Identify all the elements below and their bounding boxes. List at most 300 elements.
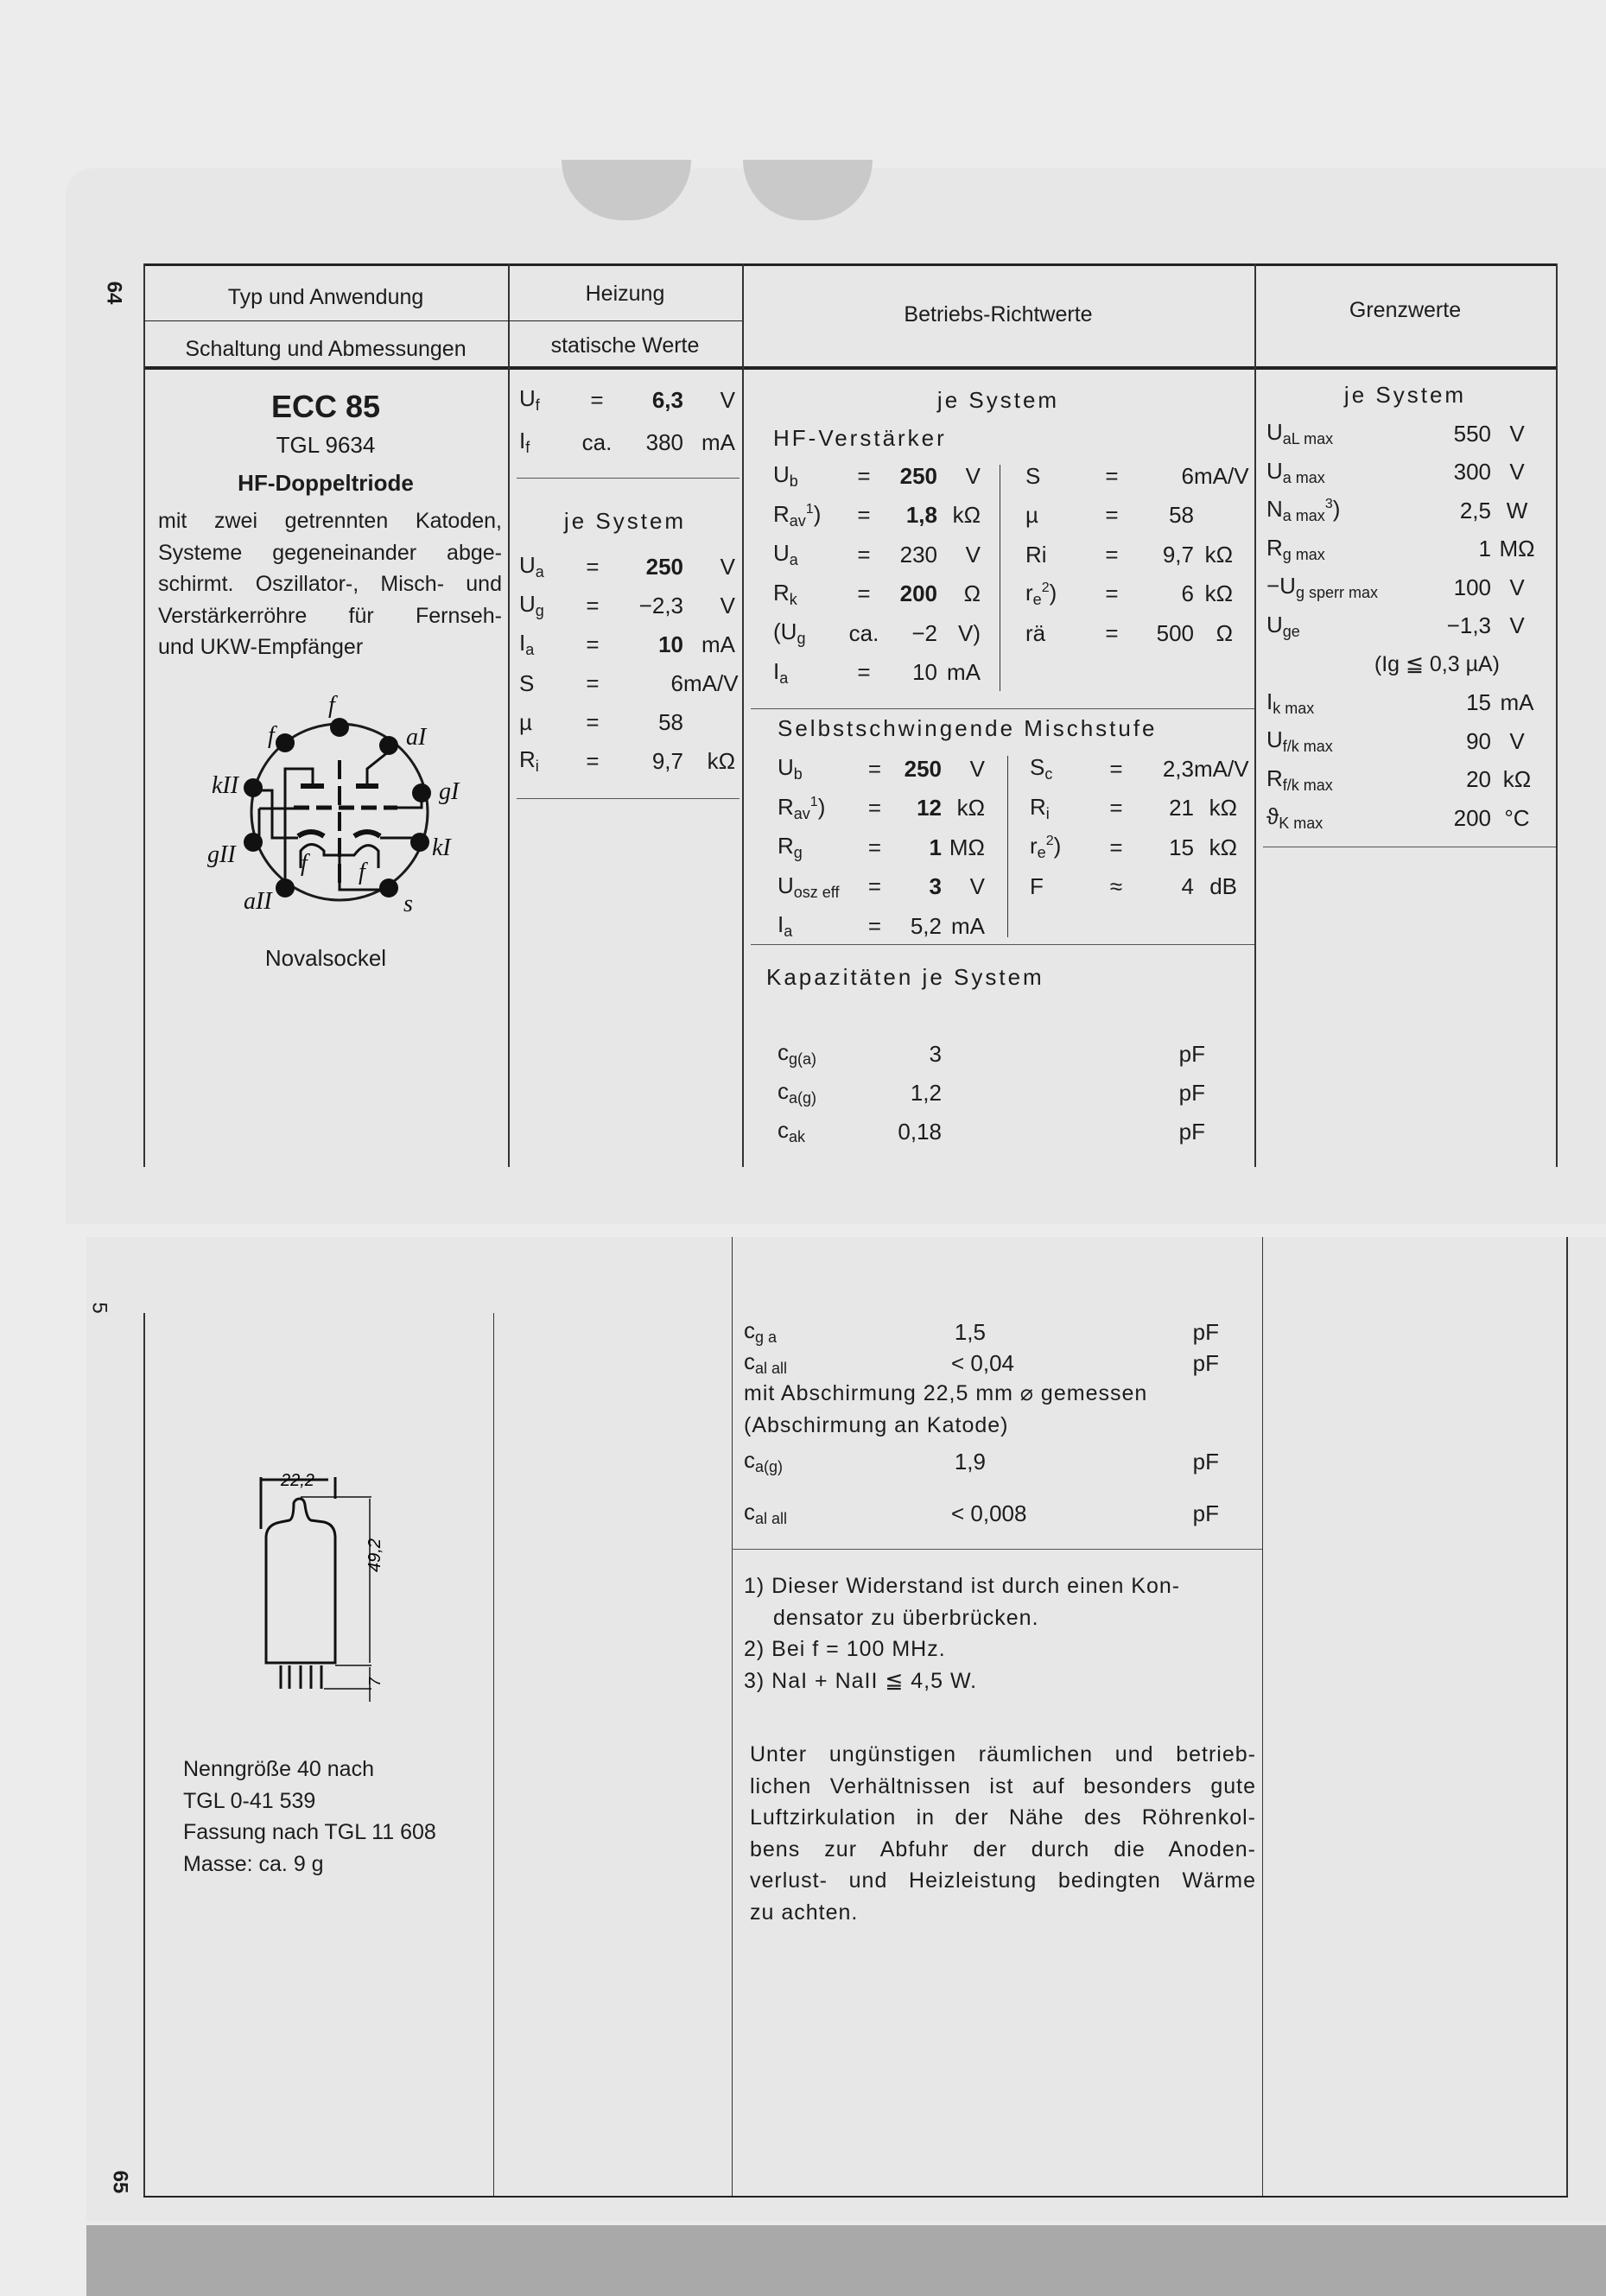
- symbol: $I_a$: [778, 911, 793, 940]
- pin-label: f: [328, 692, 335, 719]
- value-row: [744, 1443, 1254, 1481]
- mix-title: Selbstschwingende Mischstufe: [778, 715, 1158, 741]
- value-row: [1030, 790, 1237, 828]
- unit: pF: [1178, 1040, 1205, 1067]
- value-row: [778, 1113, 1240, 1151]
- subscript: i: [535, 758, 539, 775]
- symbol: $c_{al all}$: [744, 1348, 788, 1377]
- unit: kΩ: [1209, 834, 1237, 860]
- header-heating: Heizung: [585, 282, 665, 306]
- description-line: Systeme gegeneinander abge-: [158, 540, 502, 565]
- symbol: $r_e^2$): [1030, 833, 1062, 861]
- symbol: $U_{aL max}$: [1266, 419, 1334, 447]
- value-row: [773, 457, 981, 495]
- diameter-label: 22,2: [281, 1471, 314, 1490]
- relation: =: [867, 834, 882, 860]
- cap-title: Kapazitäten je System: [766, 964, 1044, 990]
- unit: Ω: [1216, 619, 1233, 646]
- binding-strip: [86, 2225, 1606, 2296]
- footnote-rule: [732, 1549, 1262, 1550]
- symbol: $I_{k max}$: [1266, 688, 1315, 717]
- unit: pF: [1178, 1079, 1205, 1106]
- symbol: $U_{ge}$: [1266, 611, 1300, 640]
- value-row: [1030, 828, 1237, 866]
- description-line: und UKW-Empfänger: [158, 635, 364, 659]
- value-row: [1030, 868, 1237, 906]
- value: 15: [1169, 834, 1194, 860]
- value-row: [1266, 568, 1552, 606]
- pin-label: gI: [439, 778, 460, 805]
- relation: =: [1105, 502, 1119, 528]
- unit: mA/V: [1194, 755, 1249, 782]
- symbol: $R_{av}^1$): [773, 500, 822, 530]
- bottom-col-divider-3: [1262, 1237, 1263, 2196]
- paragraph-line: Luftzirkulation in der Nähe des Röhrenkol-: [750, 1805, 1256, 1830]
- relation: =: [586, 592, 600, 618]
- symbol: $c_{g a}$: [744, 1317, 778, 1346]
- symbol: $R_g$: [778, 833, 803, 861]
- value: 10: [658, 631, 683, 657]
- value: 21: [1169, 795, 1194, 821]
- socket-pin: [330, 718, 349, 737]
- unit: mA/V: [1194, 462, 1249, 489]
- symbol: $R_i$: [1030, 793, 1050, 822]
- value: 2,3: [1162, 755, 1194, 782]
- unit: V: [1509, 727, 1525, 754]
- socket-pin: [276, 733, 295, 752]
- header-static: statische Werte: [550, 333, 700, 358]
- bottom-col-divider-2: [732, 1237, 733, 2196]
- subscript: g sperr max: [1295, 584, 1378, 601]
- unit: dB: [1209, 873, 1237, 899]
- unit: pF: [1178, 1118, 1205, 1145]
- value: 1,5: [954, 1318, 986, 1345]
- value-row: [778, 828, 985, 866]
- pin-label: f: [268, 722, 275, 749]
- value: 12: [917, 795, 942, 821]
- value-row: [744, 1494, 1254, 1532]
- value: < 0,04: [951, 1349, 1015, 1376]
- unit: pF: [1192, 1448, 1219, 1475]
- symbol: S: [519, 669, 535, 696]
- relation: =: [1105, 619, 1119, 646]
- subscript: ak: [789, 1128, 806, 1145]
- symbol: $I_a$: [773, 657, 789, 687]
- relation: =: [857, 659, 871, 685]
- value: 6: [670, 669, 683, 696]
- subscript: av: [789, 511, 806, 530]
- static-title: je System: [563, 508, 687, 534]
- symbol: $I_a$: [519, 630, 535, 658]
- mix-divider: [1007, 756, 1008, 937]
- value-row: [1266, 684, 1552, 722]
- value-row: [519, 625, 735, 663]
- page-number-bottom: 65: [108, 2170, 132, 2194]
- socket-pin: [379, 878, 398, 897]
- relation: =: [867, 873, 882, 899]
- unit: pF: [1192, 1500, 1219, 1526]
- unit: MΩ: [949, 834, 985, 860]
- operating-title: je System: [936, 387, 1060, 413]
- relation: ca.: [848, 619, 879, 646]
- dimension-line: TGL 0-41 539: [183, 1788, 316, 1813]
- tube-name: ECC 85: [270, 389, 381, 424]
- mix-bottom-rule: [751, 944, 1254, 945]
- value: < 0,008: [951, 1500, 1027, 1526]
- pin-label: f: [359, 859, 365, 885]
- value-row: [778, 868, 985, 906]
- subscript: f: [535, 396, 540, 414]
- value-row: [778, 1074, 1240, 1112]
- unit: V: [720, 592, 735, 618]
- value: (Ig ≦ 0,3 µA): [1374, 652, 1500, 676]
- value: 4: [1181, 873, 1194, 899]
- subscript: a: [784, 923, 793, 940]
- unit: V: [720, 386, 735, 413]
- pin-label: kI: [432, 834, 451, 861]
- relation: ca.: [581, 428, 613, 455]
- value: 1,2: [910, 1079, 942, 1106]
- symbol: $c_{a(g)}$: [744, 1447, 784, 1475]
- value-row: [778, 1035, 1240, 1073]
- value-row: [1266, 492, 1552, 530]
- value: 250: [899, 462, 937, 489]
- unit: kΩ: [952, 502, 981, 528]
- value-row: [519, 664, 739, 702]
- unit: V: [969, 873, 985, 899]
- value: 550: [1453, 420, 1491, 447]
- symbol: F: [1030, 873, 1044, 899]
- pin-label: aII: [244, 888, 272, 915]
- value-row: [1030, 750, 1249, 788]
- shield-note: mit Abschirmung 22,5 mm ⌀ gemessen: [744, 1381, 1148, 1405]
- subscript: a(g): [789, 1089, 817, 1107]
- value-row: [519, 742, 735, 780]
- value-row: [519, 703, 735, 741]
- symbol: S: [1025, 462, 1041, 489]
- symbol: $N_{a max}^3$): [1266, 496, 1341, 524]
- relation: =: [586, 708, 600, 735]
- unit: V: [720, 553, 735, 580]
- footnote-mark: 1: [805, 501, 814, 517]
- hf-title: HF-Verstärker: [773, 425, 947, 451]
- footnote: 3) NaI + NaII ≦ 4,5 W.: [744, 1668, 978, 1693]
- unit: V: [965, 541, 981, 568]
- unit: mA: [951, 912, 985, 939]
- subscript: av: [793, 804, 810, 822]
- symbol: $R_{g max}$: [1266, 534, 1325, 563]
- footnote: 1) Dieser Widerstand ist durch einen Kon-: [744, 1574, 1181, 1598]
- bottom-col-divider-1: [493, 1313, 494, 2196]
- value: 200: [899, 580, 937, 606]
- page-number-bottom-top: 5: [87, 1302, 111, 1314]
- value: 250: [904, 755, 942, 782]
- value: 1,9: [954, 1448, 986, 1475]
- relation: =: [1109, 834, 1123, 860]
- subscript: a: [525, 641, 535, 658]
- symbol: $U_{f/k max}$: [1266, 726, 1333, 755]
- subscript: i: [1045, 804, 1050, 822]
- value: 100: [1453, 574, 1491, 600]
- value: 6,3: [651, 386, 683, 413]
- value-row: [1266, 453, 1552, 492]
- value: 6: [1181, 462, 1194, 489]
- value-row: [778, 750, 985, 788]
- relation: =: [1105, 580, 1119, 606]
- unit: pF: [1192, 1318, 1219, 1345]
- value-row: [773, 575, 981, 613]
- unit: mA/V: [683, 669, 739, 696]
- value: 6: [1181, 580, 1194, 606]
- value-row: [744, 1344, 1254, 1382]
- subscript: ge: [1282, 622, 1300, 640]
- pin-length-label: 7: [366, 1677, 384, 1686]
- paragraph-line: verlust- und Heizleistung bedingten Wärme: [750, 1868, 1256, 1893]
- unit: V: [1509, 459, 1525, 485]
- symbol: $U_{osz eff}$: [778, 872, 840, 901]
- unit: W: [1506, 497, 1528, 523]
- symbol: $r_e^2$): [1025, 579, 1057, 608]
- subscript: c: [1044, 765, 1053, 783]
- table-right-rule: [1556, 263, 1558, 1167]
- relation: =: [1109, 755, 1123, 782]
- pin-label: f: [301, 850, 308, 877]
- value-row: [773, 654, 981, 692]
- symbol: $R_i$: [519, 746, 539, 775]
- symbol: µ: [519, 708, 532, 735]
- value: 1: [929, 834, 942, 860]
- subscript: k max: [1273, 699, 1315, 717]
- relation: =: [857, 580, 871, 606]
- unit: mA: [947, 659, 981, 685]
- value: 3: [929, 873, 942, 899]
- paragraph-line: Unter ungünstigen räumlichen und betrieb-: [750, 1742, 1256, 1766]
- limits-title: je System: [1343, 382, 1467, 408]
- value-row: [1025, 497, 1233, 535]
- value: 500: [1156, 619, 1194, 646]
- static-divider: [517, 798, 740, 799]
- subscript: e: [1032, 590, 1042, 608]
- relation: =: [586, 669, 600, 696]
- subscript: K max: [1279, 815, 1324, 832]
- unit: pF: [1192, 1349, 1219, 1376]
- symbol: $U_g$: [519, 591, 544, 619]
- description-line: mit zwei getrennten Katoden,: [158, 509, 502, 533]
- symbol: $S_c$: [1030, 754, 1053, 783]
- relation: =: [1105, 462, 1119, 489]
- heating-divider: [517, 478, 740, 479]
- symbol: $R_{av}^1$): [778, 793, 826, 822]
- symbol: ($U_g$: [773, 618, 806, 647]
- subscript: al all: [755, 1510, 788, 1527]
- value: 3: [929, 1040, 942, 1067]
- footnote-mark: 2: [1041, 580, 1050, 595]
- value-row: [778, 790, 985, 828]
- unit: kΩ: [956, 795, 985, 821]
- description-line: schirmt. Oszillator-, Misch- und: [158, 572, 502, 596]
- subscript: a max: [1282, 468, 1325, 486]
- paragraph-line: lichen Verhältnissen ist auf besonders gute: [750, 1773, 1256, 1798]
- relation: =: [867, 912, 882, 939]
- noval-socket-diagram: [199, 691, 492, 916]
- value-row: [778, 907, 985, 945]
- symbol: $U_b$: [778, 754, 803, 783]
- symbol: $c_{al all}$: [744, 1499, 788, 1527]
- relation: ≈: [1109, 873, 1123, 899]
- value: −2,3: [638, 592, 683, 618]
- dimension-notes: [183, 1754, 436, 1880]
- subscript: g max: [1282, 545, 1325, 563]
- description-line: Verstärkerröhre für Fernseh-: [158, 603, 502, 628]
- subscript: f/k max: [1282, 776, 1333, 794]
- tube-outline-drawing: [242, 1451, 397, 1710]
- tube-kind: HF-Doppeltriode: [238, 470, 414, 496]
- unit: mA: [701, 428, 735, 455]
- bottom-right-rule: [1566, 1237, 1568, 2196]
- value-row: [1266, 607, 1552, 645]
- col-divider-1: [508, 263, 510, 1167]
- value-row: [773, 614, 981, 652]
- value-row: [1266, 761, 1552, 799]
- value: 380: [645, 428, 683, 455]
- value: 1,8: [905, 502, 937, 528]
- subscript: a max: [1282, 507, 1325, 524]
- unit: kΩ: [707, 747, 735, 774]
- subscript: g: [793, 844, 803, 861]
- value-row: [1266, 645, 1552, 683]
- relation: =: [1105, 541, 1119, 568]
- subscript: osz eff: [793, 883, 840, 901]
- subscript: al all: [755, 1360, 788, 1377]
- symbol: $U_a$: [519, 552, 544, 580]
- unit: kΩ: [1204, 541, 1233, 568]
- value: 9,7: [1162, 541, 1194, 568]
- subscript: g: [797, 630, 806, 647]
- subscript: k: [789, 590, 797, 608]
- value: 5,2: [910, 912, 942, 939]
- footnote-mark: 1: [809, 794, 818, 809]
- value: 0,18: [898, 1118, 942, 1145]
- symbol: $U_{a max}$: [1266, 457, 1325, 486]
- header-col1-split: [143, 320, 508, 321]
- relation: =: [586, 631, 600, 657]
- symbol: $-U_{g sperr max}$: [1266, 573, 1378, 601]
- value: 58: [1169, 502, 1194, 528]
- value-row: [1266, 530, 1552, 568]
- value-row: [1266, 722, 1552, 760]
- hf-bottom-rule: [751, 708, 1254, 709]
- tube-standard: TGL 9634: [276, 432, 376, 458]
- relation: =: [586, 747, 600, 774]
- dimension-line: Masse: ca. 9 g: [183, 1851, 324, 1876]
- footnote-mark: 3: [1324, 497, 1333, 511]
- relation: =: [857, 502, 871, 528]
- value-row: [519, 548, 735, 586]
- table-top-rule: [143, 263, 1556, 266]
- symbol: $U_f$: [519, 385, 540, 414]
- subscript: a: [779, 669, 789, 687]
- value-row: [1025, 575, 1233, 613]
- symbol: Ri: [1025, 541, 1047, 568]
- symbol: rä: [1025, 619, 1046, 646]
- symbol: $ϑ_{K max}$: [1266, 803, 1324, 832]
- pin-label: aI: [406, 724, 427, 751]
- value: 15: [1466, 689, 1491, 715]
- unit: V: [969, 755, 985, 782]
- subscript: b: [789, 473, 798, 490]
- unit: °C: [1504, 804, 1530, 831]
- value: 58: [658, 708, 683, 735]
- relation: =: [1109, 795, 1123, 821]
- unit: V: [1509, 612, 1525, 638]
- symbol: $c_{a(g)}$: [778, 1078, 817, 1107]
- unit: kΩ: [1209, 795, 1237, 821]
- socket-label: Novalsockel: [264, 945, 387, 971]
- header-type: Typ und Anwendung: [227, 285, 424, 309]
- symbol: $U_a$: [773, 540, 798, 568]
- header-col2-split: [508, 320, 742, 321]
- footnotes: [744, 1570, 1180, 1697]
- subscript: a: [535, 563, 544, 580]
- value: 230: [899, 541, 937, 568]
- unit: Ω: [963, 580, 981, 606]
- length-label: 49,2: [365, 1538, 384, 1572]
- subscript: g: [535, 602, 544, 619]
- header-circuit: Schaltung und Abmessungen: [185, 337, 467, 361]
- symbol: $R_k$: [773, 579, 797, 608]
- value: 9,7: [651, 747, 683, 774]
- subscript: b: [793, 765, 803, 783]
- bottom-left-rule: [143, 1313, 145, 2196]
- socket-pin: [410, 833, 429, 852]
- symbol: $I_f$: [519, 428, 530, 456]
- value-row: [519, 587, 735, 625]
- relation: =: [590, 386, 604, 413]
- unit: V: [965, 462, 981, 489]
- relation: =: [867, 755, 882, 782]
- header-operating: Betriebs-Richtwerte: [904, 302, 1093, 327]
- value-row: [519, 381, 735, 419]
- value: 300: [1453, 459, 1491, 485]
- value: 2,5: [1459, 497, 1491, 523]
- header-limits: Grenzwerte: [1349, 298, 1462, 322]
- relation: =: [586, 553, 600, 580]
- unit: V: [1509, 420, 1525, 447]
- dimension-line: Fassung nach TGL 11 608: [183, 1820, 436, 1844]
- subscript: g(a): [789, 1050, 817, 1068]
- footnote: densator zu überbrücken.: [773, 1605, 1039, 1630]
- subscript: aL max: [1282, 430, 1334, 447]
- unit: mA: [1500, 689, 1534, 715]
- value: 1: [1478, 536, 1491, 561]
- pin-label: s: [403, 891, 413, 916]
- symbol: µ: [1025, 502, 1038, 528]
- subscript: g a: [755, 1329, 778, 1346]
- value: 10: [912, 659, 937, 685]
- value-row: [773, 497, 981, 535]
- symbol: $R_{f/k max}$: [1266, 764, 1333, 794]
- symbol: $c_{g(a)}$: [778, 1039, 817, 1068]
- value-row: [1266, 799, 1552, 837]
- pin-label: kII: [212, 772, 239, 799]
- value-row: [1025, 536, 1233, 574]
- page-number-top: 64: [102, 281, 126, 305]
- paragraph-line: bens zur Abfuhr der durch die Anoden-: [750, 1836, 1256, 1862]
- value-row: [1025, 614, 1233, 652]
- value-row: [1025, 457, 1249, 495]
- symbol: $c_{ak}$: [778, 1117, 806, 1145]
- value: −1,3: [1446, 612, 1491, 638]
